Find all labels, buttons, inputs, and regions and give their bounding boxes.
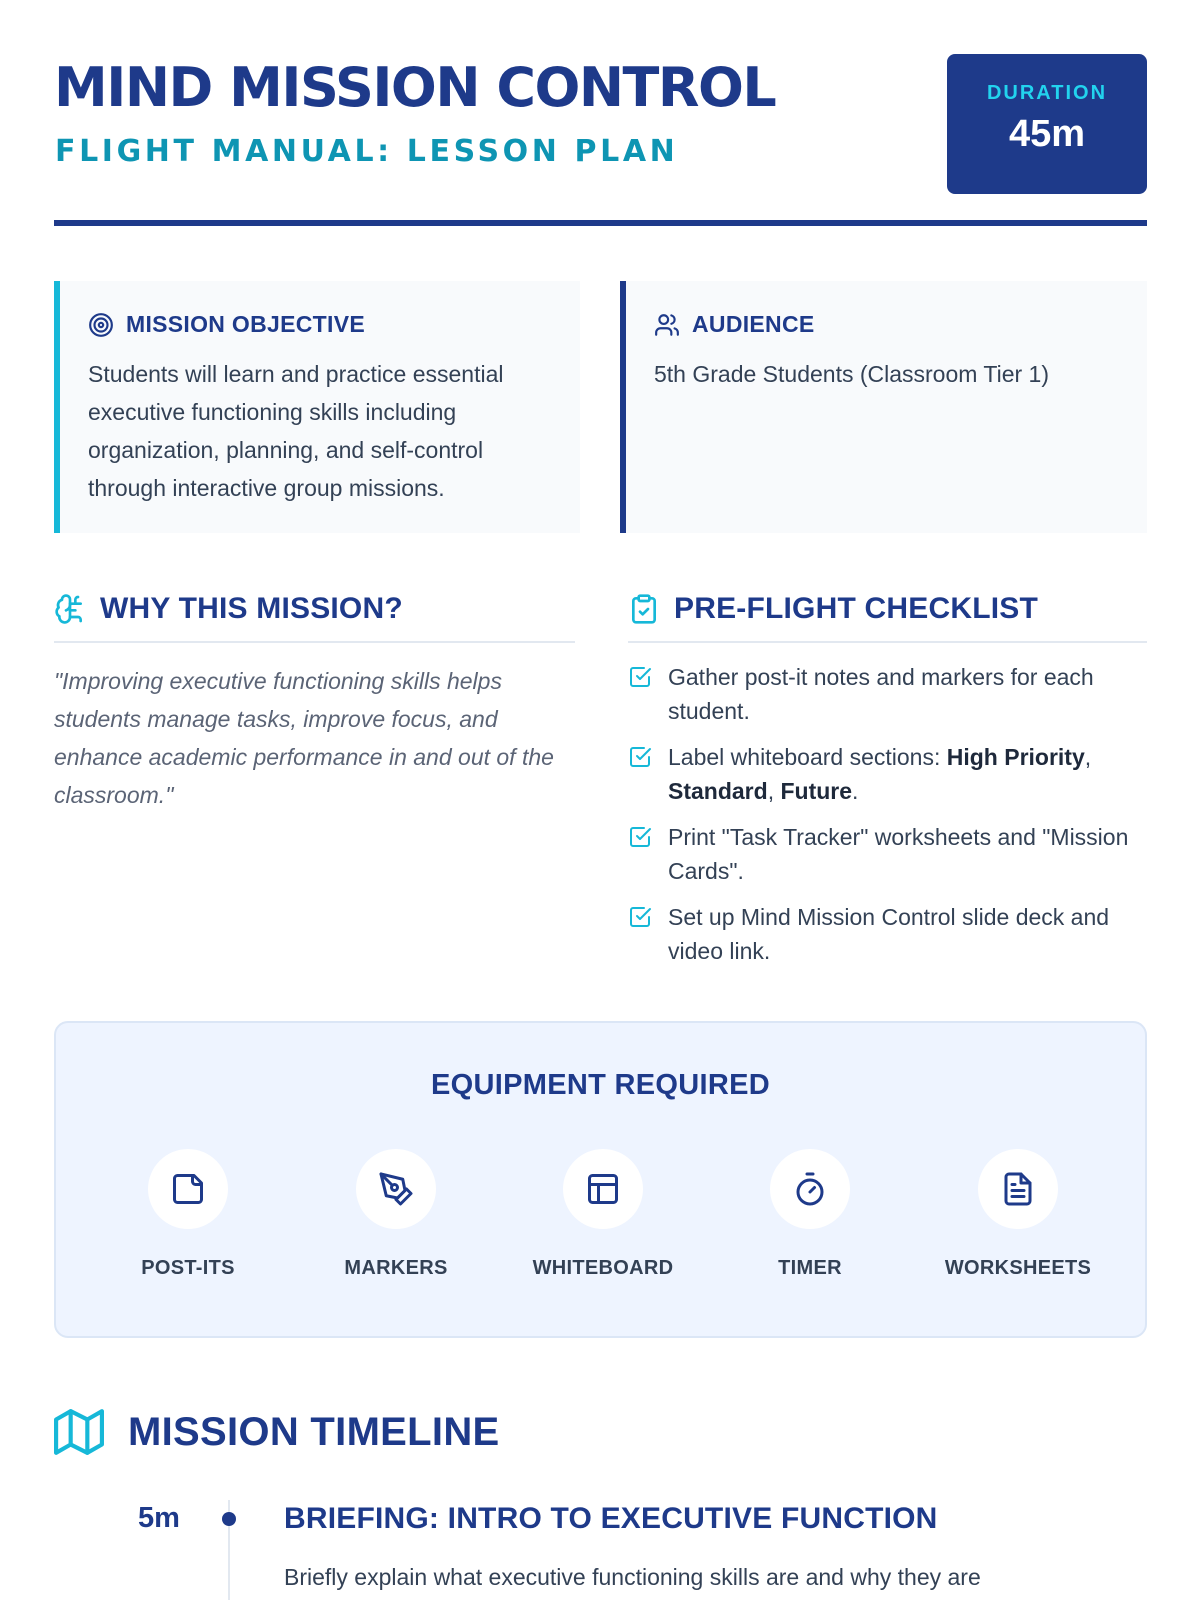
equipment-icon-badge <box>978 1149 1058 1229</box>
timeline-step-title: BRIEFING: INTRO TO EXECUTIVE FUNCTION <box>284 1502 938 1535</box>
checklist <box>628 660 1147 980</box>
audience-title: AUDIENCE <box>692 311 815 337</box>
sticky-note-icon <box>170 1171 206 1207</box>
equipment-icon-badge <box>356 1149 436 1229</box>
checklist-item <box>628 820 1147 888</box>
why-mission-quote: "Improving executive functioning skills helps students manage tasks, improve focus, and enhance academic performance in and out of the classroom." <box>54 668 554 808</box>
checklist-item-text: Set up Mind Mission Control slide deck and video link. <box>668 904 1110 964</box>
checklist-item <box>628 900 1147 968</box>
why-mission-divider <box>54 641 575 643</box>
duration-label: DURATION <box>986 82 1108 104</box>
audience-card <box>620 281 1147 533</box>
checklist-item <box>628 740 1147 808</box>
checklist-title: PRE-FLIGHT CHECKLIST <box>674 592 1038 625</box>
mission-objective-header <box>88 311 365 338</box>
equipment-label: WHITEBOARD <box>532 1257 674 1279</box>
checklist-item-text: Gather post-it notes and markers for each student. <box>668 664 1094 724</box>
equipment-icon-badge <box>770 1149 850 1229</box>
equipment-item-worksheets <box>908 1149 1128 1280</box>
users-icon <box>654 312 680 338</box>
equipment-item-timer <box>700 1149 920 1280</box>
checklist-divider <box>628 641 1147 643</box>
separator: , <box>767 778 781 804</box>
pen-tool-icon <box>378 1171 414 1207</box>
audience-text: 5th Grade Students (Classroom Tier 1) <box>654 361 1049 387</box>
checklist-item-text: Print "Task Tracker" worksheets and "Mission Cards". <box>668 824 1129 884</box>
checklist-item-text: Label whiteboard sections: <box>668 744 947 770</box>
section-label-high-priority: High Priority <box>946 744 1085 770</box>
why-mission-title: WHY THIS MISSION? <box>100 592 403 625</box>
page-subtitle: FLIGHT MANUAL: LESSON PLAN <box>55 134 679 169</box>
mission-objective-text: Students will learn and practice essential executive functioning skills including organization, planning, and self-control through interactive group missions. <box>88 361 504 501</box>
equipment-label: POST-ITS <box>141 1257 235 1279</box>
duration-value: 45m <box>1008 113 1086 155</box>
equipment-label: TIMER <box>778 1257 842 1279</box>
timeline-step-text: Briefly explain what executive functioning skills are and why they are <box>284 1564 981 1590</box>
terminator: . <box>852 778 859 804</box>
checklist-item <box>628 660 1147 728</box>
timeline-dot <box>222 1512 236 1526</box>
file-text-icon <box>1000 1171 1036 1207</box>
equipment-panel <box>54 1021 1147 1338</box>
equipment-title: EQUIPMENT REQUIRED <box>431 1069 770 1101</box>
duration-badge <box>947 54 1147 194</box>
target-icon <box>88 312 114 338</box>
timeline-header <box>54 1407 499 1457</box>
layout-board-icon <box>585 1171 621 1207</box>
checklist-header <box>628 592 1038 626</box>
section-label-standard: Standard <box>668 778 768 804</box>
audience-header <box>654 311 815 338</box>
check-square-icon <box>628 745 652 769</box>
clipboard-check-icon <box>628 593 660 625</box>
mission-objective-title: MISSION OBJECTIVE <box>126 311 365 337</box>
equipment-label: WORKSHEETS <box>944 1257 1092 1279</box>
timer-icon <box>792 1171 828 1207</box>
why-mission-header <box>54 592 403 626</box>
check-square-icon <box>628 665 652 689</box>
map-icon <box>54 1407 104 1457</box>
timeline-title: MISSION TIMELINE <box>128 1409 500 1454</box>
check-square-icon <box>628 905 652 929</box>
page-header <box>54 54 1146 228</box>
equipment-icon-badge <box>148 1149 228 1229</box>
equipment-item-markers <box>286 1149 506 1280</box>
section-label-future: Future <box>780 778 853 804</box>
page-title: MIND MISSION CONTROL <box>54 56 776 119</box>
check-square-icon <box>628 825 652 849</box>
brain-icon <box>54 593 86 625</box>
separator: , <box>1084 744 1092 770</box>
equipment-item-post-its <box>78 1149 298 1280</box>
mission-objective-card <box>54 281 580 533</box>
timeline-step-time: 5m <box>138 1502 180 1534</box>
header-divider <box>54 220 1147 226</box>
equipment-label: MARKERS <box>344 1257 448 1279</box>
equipment-item-whiteboard <box>493 1149 713 1280</box>
equipment-icon-badge <box>563 1149 643 1229</box>
